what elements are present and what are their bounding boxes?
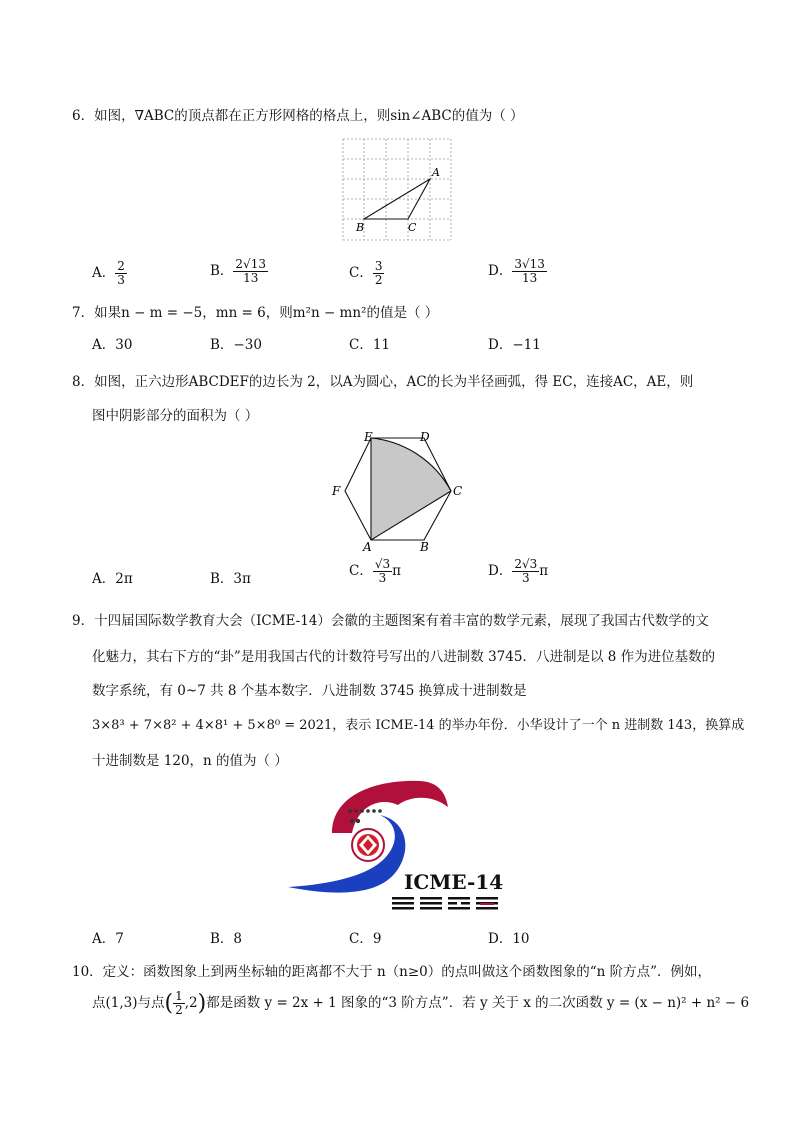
q9-line2: 化魅力，其右下方的“卦”是用我国古代的计数符号写出的八进制数 3745．八进制是以 8 作为进位基数的 <box>92 649 716 665</box>
q6-grid-figure <box>342 138 454 242</box>
label-c: C <box>408 221 417 234</box>
label-b: B <box>356 221 365 234</box>
q9-option-a[interactable]: A．7 <box>92 931 124 947</box>
q6-stem: 6．如图，∇ABC的顶点都在正方形网格的格点上，则sin∠ABC的值为（ ） <box>72 108 524 124</box>
q7-option-c[interactable]: C．11 <box>349 337 391 353</box>
label-f: F <box>332 484 341 498</box>
q6-option-a[interactable]: A． $\frac{2}{3}$ <box>92 259 125 287</box>
q8-hexagon-figure <box>328 428 478 553</box>
label-d: D <box>420 430 430 444</box>
q7-option-b[interactable]: B．−30 <box>210 337 262 353</box>
q8-option-a[interactable]: A．2π <box>92 571 133 587</box>
label-a: A <box>363 540 372 553</box>
q8-option-d[interactable]: D． $\frac{2√3}{3}$ π <box>488 557 549 585</box>
q9-option-b[interactable]: B．8 <box>210 931 243 947</box>
q10-line1: 10．定义：函数图象上到两坐标轴的距离都不大于 n（n≥0）的点叫做这个函数图象的“n 阶方点”．例如， <box>72 964 712 980</box>
q9-line5: 十进制数是 120，n 的值为（ ） <box>92 753 288 769</box>
shaded-sector <box>371 438 451 540</box>
q8-option-c[interactable]: C． $\frac{√3}{3}$ π <box>349 557 401 585</box>
q6-option-b[interactable]: B． $\frac{2√13}{13}$ <box>210 257 266 285</box>
logo-text: ICME-14 <box>404 870 504 894</box>
q8-stem-line2: 图中阴影部分的面积为（ ） <box>92 408 259 424</box>
q10-line2: 点(1,3)与点( $\frac{1}{2}$ ,2)都是函数 y = 2x + 1 图象的“3 阶方点”．若 y 关于 x 的二次函数 y = (x − n)² + n² − 6 <box>92 989 750 1017</box>
q9-line3: 数字系统，有 0~7 共 8 个基本数字．八进制数 3745 换算成十进制数是 <box>92 683 527 699</box>
label-c: C <box>453 484 463 498</box>
label-e: E <box>364 430 373 444</box>
label-a: A <box>432 166 440 179</box>
q8-stem-line1: 8．如图，正六边形ABCDEF的边长为 2，以A为圆心，AC的长为半径画弧，得 EC，连接AC，AE，则 <box>72 374 694 390</box>
icme-logo <box>280 775 520 915</box>
q9-line1: 9．十四届国际数学教育大会（ICME-14）会徽的主题图案有着丰富的数学元素，展现了我国古代数学的文 <box>72 613 709 629</box>
q9-line4: 3×8³ + 7×8² + 4×8¹ + 5×8⁰ = 2021，表示 ICME-14 的举办年份．小华设计了一个 n 进制数 143，换算成 <box>92 718 745 733</box>
q7-stem: 7．如果n − m = −5，mn = 6，则m²n − mn²的值是（ ） <box>72 305 439 321</box>
q7-option-a[interactable]: A．30 <box>92 337 133 353</box>
label-b: B <box>420 540 429 553</box>
q6-option-c[interactable]: C． $\frac{3}{2}$ <box>349 259 383 287</box>
q6-option-d[interactable]: D． $\frac{3√13}{13}$ <box>488 257 545 285</box>
q7-option-d[interactable]: D．−11 <box>488 337 541 353</box>
q9-option-d[interactable]: D．10 <box>488 931 530 947</box>
q8-option-b[interactable]: B．3π <box>210 571 251 587</box>
q9-option-c[interactable]: C．9 <box>349 931 382 947</box>
